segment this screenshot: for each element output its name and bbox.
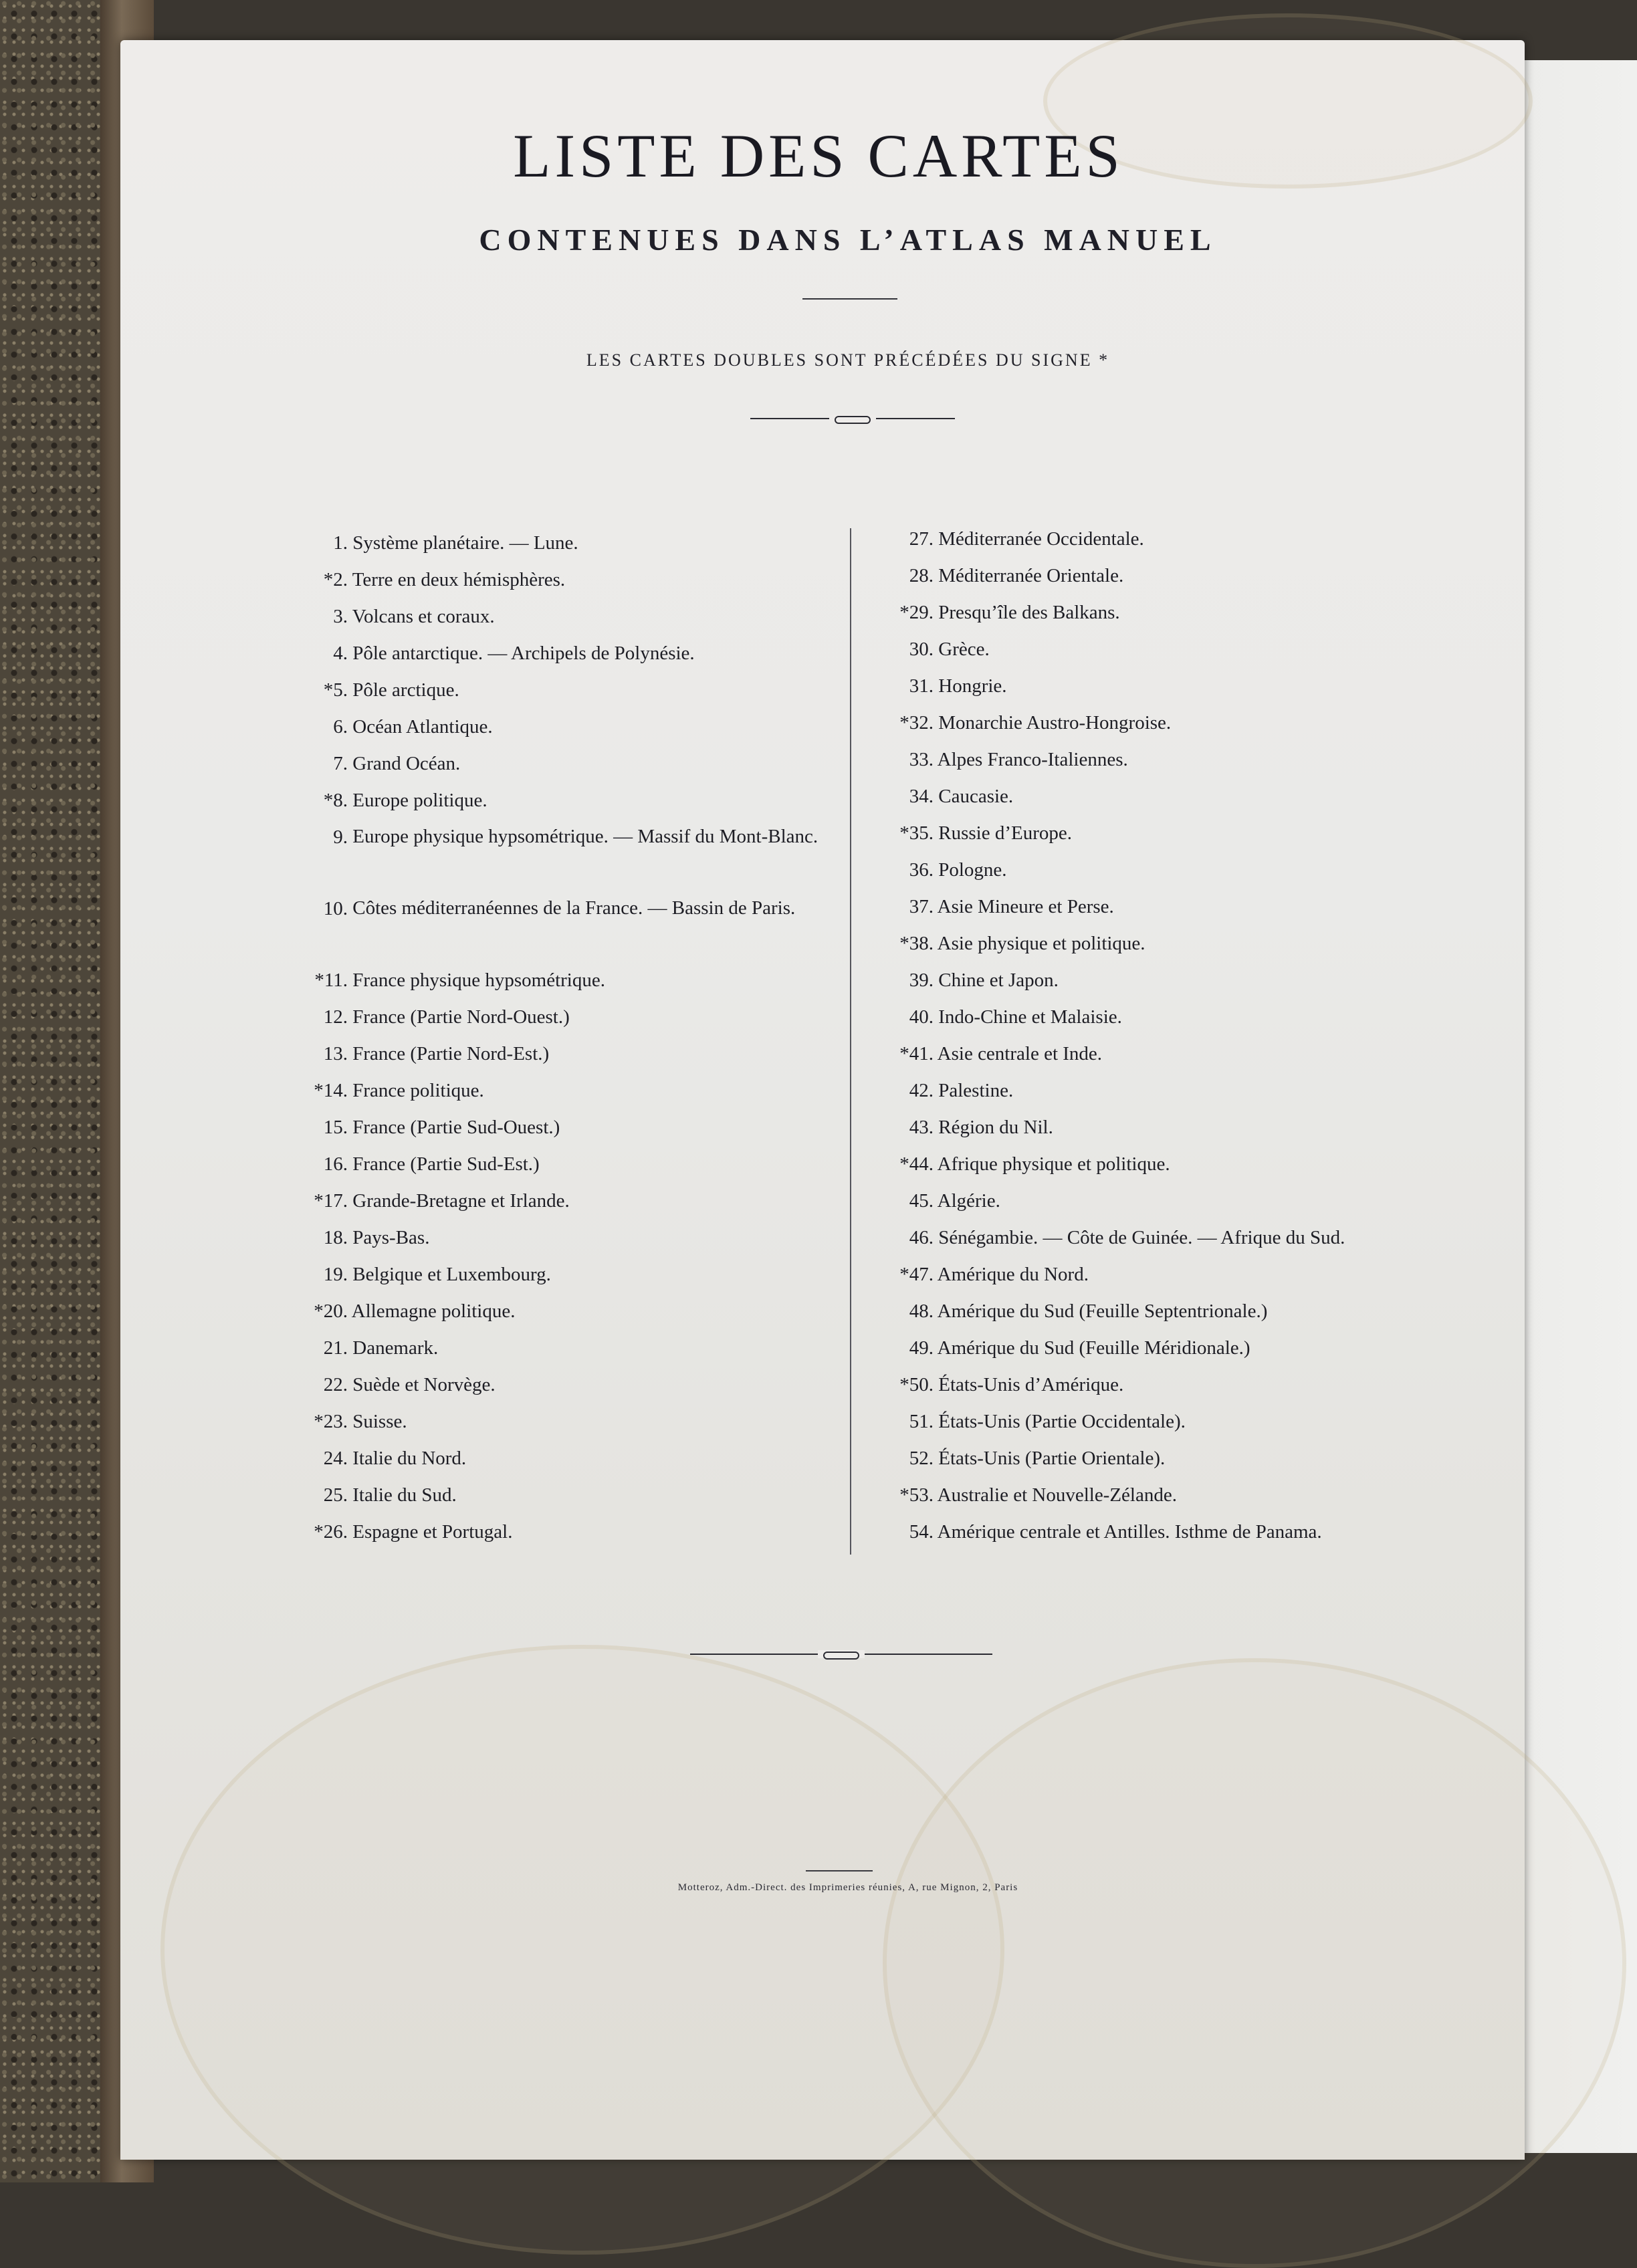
map-title: Afrique physique et politique. [937, 1153, 1170, 1175]
map-title: États-Unis (Partie Occidentale). [938, 1411, 1186, 1432]
map-entry [869, 1333, 1250, 1363]
map-title: France physique hypsométrique. [352, 970, 605, 991]
map-title: Grand Océan. [352, 753, 461, 774]
map-number: *11. [314, 970, 348, 991]
map-title: Amérique du Sud (Feuille Méridionale.) [937, 1337, 1250, 1359]
map-title: Grande-Bretagne et Irlande. [352, 1190, 570, 1212]
map-title: Monarchie Austro-Hongroise. [938, 712, 1172, 733]
map-number: 13. [323, 1043, 348, 1064]
map-entry [869, 891, 1114, 922]
map-title: Alpes Franco-Italiennes. [937, 749, 1128, 770]
map-entry [267, 893, 847, 924]
map-title: Pôle antarctique. — Archipels de Polynésie. [352, 643, 695, 664]
map-entry [869, 707, 1171, 738]
map-title: Caucasie. [938, 786, 1014, 807]
map-entry [267, 1443, 466, 1474]
map-number: *26. [314, 1521, 348, 1543]
map-entry [869, 1369, 1123, 1400]
map-number: 54. [909, 1521, 934, 1543]
map-title: Région du Nil. [938, 1117, 1053, 1138]
water-stain [160, 1645, 1004, 2255]
map-entry [267, 822, 847, 853]
map-number: *35. [899, 822, 934, 844]
map-title: Presqu’île des Balkans. [938, 602, 1120, 623]
map-title: Italie du Sud. [352, 1484, 457, 1506]
map-number: 31. [909, 675, 934, 697]
map-entry [869, 1443, 1165, 1474]
map-title: Europe politique. [352, 790, 487, 811]
map-number: 9. [333, 826, 348, 848]
map-title: Méditerranée Orientale. [938, 565, 1124, 586]
map-number: 18. [323, 1227, 348, 1248]
map-number: 42. [909, 1080, 934, 1101]
map-entry [869, 855, 1007, 885]
map-number: *47. [899, 1264, 934, 1285]
map-entry [869, 1185, 1000, 1216]
map-entry [267, 1222, 429, 1253]
map-entry [869, 1296, 1267, 1327]
map-entry [267, 1185, 570, 1216]
page-subtitle: CONTENUES DANS L’ATLAS MANUEL [479, 223, 1217, 257]
map-title: Indo-Chine et Malaisie. [938, 1006, 1122, 1028]
title-rule [802, 298, 897, 300]
map-number: 6. [333, 716, 348, 738]
ornamental-rule [750, 415, 955, 423]
map-title: Pologne. [938, 859, 1007, 881]
map-title: Allemagne politique. [351, 1300, 516, 1322]
map-title: Algérie. [937, 1190, 1000, 1212]
map-number: *29. [899, 602, 934, 623]
map-number: 36. [909, 859, 934, 881]
page-title: LISTE DES CARTES [513, 122, 1124, 190]
map-title: France (Partie Nord-Ouest.) [352, 1006, 570, 1028]
water-stain [883, 1658, 1626, 2268]
map-title: Chine et Japon. [938, 970, 1059, 991]
map-number: *50. [899, 1374, 934, 1395]
map-number: 15. [323, 1117, 348, 1138]
map-entry [267, 564, 565, 595]
map-title: Espagne et Portugal. [352, 1521, 513, 1543]
map-number: 3. [333, 606, 348, 627]
map-number: 25. [323, 1484, 348, 1506]
map-title: Méditerranée Occidentale. [938, 528, 1144, 550]
map-title: Amérique centrale et Antilles. Isthme de Panama. [937, 1521, 1322, 1543]
map-entry [267, 965, 605, 996]
map-entry [869, 1406, 1186, 1437]
map-entry [267, 711, 493, 742]
map-title: Côtes méditerranéennes de la France. — Bassin de Paris. [352, 897, 796, 919]
map-number: 19. [323, 1264, 348, 1285]
map-entry [267, 1406, 407, 1437]
map-title: Volcans et coraux. [352, 606, 495, 627]
map-entry [267, 785, 487, 816]
map-number: 49. [909, 1337, 934, 1359]
column-divider [850, 528, 851, 1555]
map-entry [267, 528, 578, 558]
map-entry [869, 1222, 1345, 1253]
map-number: 48. [909, 1300, 934, 1322]
map-title: Amérique du Sud (Feuille Septentrionale.) [937, 1300, 1268, 1322]
map-entry [267, 1002, 570, 1032]
map-entry [869, 671, 1007, 701]
map-number: 40. [909, 1006, 934, 1028]
map-title: Terre en deux hémisphères. [352, 569, 566, 590]
map-number: 16. [323, 1153, 348, 1175]
map-title: États-Unis d’Amérique. [938, 1374, 1124, 1395]
map-number: *23. [314, 1411, 348, 1432]
map-number: *32. [899, 712, 934, 733]
map-entry [267, 601, 495, 632]
map-entry [869, 560, 1123, 591]
map-title: Palestine. [938, 1080, 1014, 1101]
map-entry [267, 1149, 540, 1179]
map-number: 34. [909, 786, 934, 807]
map-entry [869, 524, 1144, 554]
map-title: Hongrie. [938, 675, 1007, 697]
map-entry [267, 1112, 560, 1143]
map-title: Europe physique hypsométrique. — Massif du Mont-Blanc. [352, 826, 818, 847]
map-number: *38. [899, 933, 934, 954]
map-title: Système planétaire. — Lune. [352, 532, 578, 554]
imprint-rule [806, 1870, 873, 1872]
map-title: France (Partie Nord-Est.) [352, 1043, 550, 1064]
map-number: 46. [909, 1227, 934, 1248]
map-number: 12. [323, 1006, 348, 1028]
map-number: *20. [314, 1300, 348, 1322]
map-title: Grèce. [938, 639, 990, 660]
map-number: 52. [909, 1448, 934, 1469]
map-title: Asie Mineure et Perse. [937, 896, 1114, 917]
map-entry [267, 1296, 516, 1327]
map-entry [869, 1112, 1053, 1143]
map-number: 28. [909, 565, 934, 586]
map-number: 45. [909, 1190, 934, 1212]
map-entry [869, 965, 1059, 996]
map-number: 43. [909, 1117, 934, 1138]
map-title: Océan Atlantique. [352, 716, 493, 738]
map-number: 37. [909, 896, 934, 917]
ornamental-rule-bottom [690, 1650, 992, 1658]
map-entry [869, 781, 1013, 812]
map-title: Sénégambie. — Côte de Guinée. — Afrique du Sud. [938, 1227, 1345, 1248]
map-entry [267, 1259, 551, 1290]
map-number: *41. [899, 1043, 934, 1064]
map-title: France (Partie Sud-Est.) [352, 1153, 540, 1175]
map-number: *14. [314, 1080, 348, 1101]
map-entry [869, 1516, 1322, 1547]
map-title: Amérique du Nord. [937, 1264, 1089, 1285]
map-number: 7. [333, 753, 348, 774]
map-entry [869, 634, 990, 665]
map-title: Danemark. [352, 1337, 439, 1359]
map-number: 24. [323, 1448, 348, 1469]
map-title: Pays-Bas. [352, 1227, 430, 1248]
map-entry [869, 744, 1128, 775]
map-number: 22. [323, 1374, 348, 1395]
map-number: 51. [909, 1411, 934, 1432]
map-number: *2. [323, 569, 348, 590]
map-entry [869, 1259, 1089, 1290]
map-number: 27. [909, 528, 934, 550]
map-number: *5. [323, 679, 348, 701]
map-number: 39. [909, 970, 934, 991]
map-title: France (Partie Sud-Ouest.) [352, 1117, 560, 1138]
map-title: Australie et Nouvelle-Zélande. [937, 1484, 1177, 1506]
map-number: 33. [909, 749, 934, 770]
map-title: Belgique et Luxembourg. [352, 1264, 551, 1285]
map-entry [267, 748, 460, 779]
map-number: 10. [323, 898, 348, 919]
map-title: France politique. [352, 1080, 484, 1101]
map-title: États-Unis (Partie Orientale). [938, 1448, 1166, 1469]
map-entry [869, 1038, 1102, 1069]
printer-imprint: Motteroz, Adm.-Direct. des Imprimeries réunies, A, rue Mignon, 2, Paris [677, 1882, 1018, 1893]
map-entry [869, 818, 1072, 848]
map-number: *53. [899, 1484, 934, 1506]
map-entry [267, 1075, 484, 1106]
map-title: Italie du Nord. [352, 1448, 467, 1469]
map-entry [869, 1002, 1122, 1032]
map-number: 21. [323, 1337, 348, 1359]
map-entry [267, 1333, 438, 1363]
map-entry [267, 638, 695, 669]
map-title: Pôle arctique. [352, 679, 459, 701]
map-entry [267, 675, 459, 705]
map-entry [267, 1038, 549, 1069]
map-number: 1. [333, 532, 348, 554]
map-entry [869, 1075, 1013, 1106]
map-entry [869, 1480, 1177, 1510]
map-entry [267, 1516, 512, 1547]
map-entry [869, 928, 1145, 959]
map-number: *8. [323, 790, 348, 811]
map-entry [869, 1149, 1170, 1179]
map-title: Russie d’Europe. [938, 822, 1072, 844]
map-title: Suisse. [352, 1411, 407, 1432]
map-title: Suède et Norvège. [352, 1374, 496, 1395]
map-entry [869, 597, 1120, 628]
map-title: Asie centrale et Inde. [937, 1043, 1103, 1064]
map-number: *44. [899, 1153, 934, 1175]
map-number: 4. [333, 643, 348, 664]
map-entry [267, 1480, 457, 1510]
map-number: 30. [909, 639, 934, 660]
map-entry [267, 1369, 496, 1400]
map-number: *17. [314, 1190, 348, 1212]
double-map-note: LES CARTES DOUBLES SONT PRÉCÉDÉES DU SIGNE * [586, 350, 1110, 370]
map-title: Asie physique et politique. [937, 933, 1145, 954]
